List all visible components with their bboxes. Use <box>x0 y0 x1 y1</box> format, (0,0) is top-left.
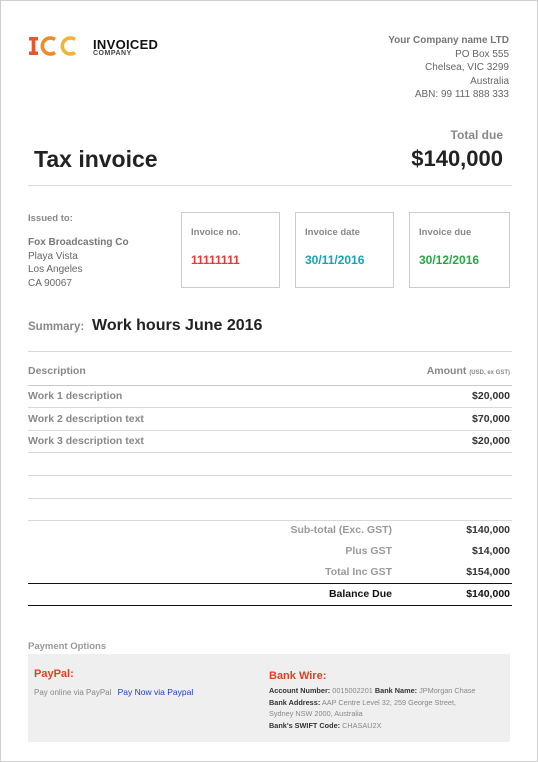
company-address-line: Australia <box>470 75 509 87</box>
table-header-amount <box>427 365 510 377</box>
bank-wire-details <box>269 685 476 731</box>
invoice-number-label: Invoice no. <box>191 227 241 238</box>
client-name: Fox Broadcasting Co <box>28 237 129 248</box>
total-due-label: Total due <box>450 128 503 142</box>
bank-wire-title: Bank Wire: <box>269 670 327 682</box>
client-address-line: Los Angeles <box>28 264 83 275</box>
invoice-due-label: Invoice due <box>419 227 472 238</box>
bank-name-value: JPMorgan Chase <box>419 686 476 695</box>
table-row-divider <box>28 430 512 431</box>
table-row-description: Work 3 description text <box>28 435 144 447</box>
table-row-divider <box>28 475 512 476</box>
total-inc-gst-label: Total Inc GST <box>325 566 392 578</box>
client-address <box>28 236 129 290</box>
table-row-amount: $20,000 <box>472 435 510 447</box>
page-title: Tax invoice <box>34 146 158 172</box>
table-row-amount: $70,000 <box>472 413 510 425</box>
company-abn: ABN: 99 111 888 333 <box>414 89 509 100</box>
bank-line-address: Bank Address: AAP Centre Level 32, 259 George Street, <box>269 697 457 707</box>
bank-line-swift: Bank's SWIFT Code: CHASAU2X <box>269 720 382 730</box>
payment-options-label: Payment Options <box>28 641 107 652</box>
table-header-amount-label: Amount <box>426 365 467 377</box>
swift-code-value: CHASAU2X <box>342 720 382 730</box>
company-address-line: PO Box 555 <box>455 48 509 60</box>
total-due-value: $140,000 <box>411 146 503 171</box>
header-divider <box>28 185 512 186</box>
company-logo-icon <box>29 36 83 56</box>
invoice-date-box <box>295 212 394 288</box>
bank-line-account: Account Number: 0015002201 Bank Name: JPMorgan Chase <box>269 686 476 695</box>
paypal-text: Pay online via PayPal <box>34 688 112 697</box>
balance-due-value: $140,000 <box>466 588 510 600</box>
table-header-divider <box>28 385 512 386</box>
balance-top-rule <box>28 583 512 584</box>
paypal-title: PayPal: <box>34 668 74 680</box>
invoice-number-box <box>181 212 280 288</box>
table-row-divider <box>28 452 512 453</box>
summary-label: Summary: <box>28 321 85 333</box>
gst-label: Plus GST <box>345 545 392 557</box>
table-row-divider <box>28 498 512 499</box>
invoice-due-value: 30/12/2016 <box>419 253 480 267</box>
total-inc-gst-value: $154,000 <box>466 566 510 578</box>
table-row-description: Work 2 description text <box>28 413 144 425</box>
invoice-date-value: 30/11/2016 <box>305 253 365 267</box>
bank-address-label: Bank Address <box>269 697 318 707</box>
company-address <box>388 34 509 102</box>
table-row-description: Work 1 description <box>28 390 123 402</box>
subtotal-label: Sub-total (Exc. GST) <box>290 524 392 536</box>
bank-address-value: AAP Centre Level 32, 259 George Street, <box>321 697 457 707</box>
table-header-description: Description <box>28 365 86 377</box>
issued-to-label: Issued to: <box>28 213 73 224</box>
balance-due-label: Balance Due <box>328 588 392 600</box>
gst-value: $14,000 <box>472 545 510 557</box>
client-address-line: CA 90067 <box>28 277 72 289</box>
account-number-label: Account Number <box>269 686 328 695</box>
invoice-number-value: 11111111 <box>191 253 240 267</box>
table-row-divider <box>28 407 512 408</box>
account-number-value: 0015002201 <box>332 686 373 695</box>
bank-address-line-2: Sydney NSW 2000, Australia <box>269 709 363 718</box>
table-row-divider <box>28 520 512 521</box>
balance-bottom-rule <box>28 605 512 606</box>
company-address-line: Chelsea, VIC 3299 <box>425 62 509 73</box>
paypal-description <box>34 687 193 697</box>
company-name: Your Company name LTD <box>388 35 509 46</box>
swift-code-label: Bank's SWIFT Code <box>269 720 338 730</box>
client-address-line: Playa Vista <box>28 250 78 262</box>
invoice-date-label: Invoice date <box>305 227 360 238</box>
logo-wordmark: INVOICED <box>93 37 159 52</box>
invoice-due-box <box>409 212 510 288</box>
subtotal-value: $140,000 <box>466 524 510 536</box>
bank-name-label: Bank Name <box>374 686 415 695</box>
table-row-amount: $20,000 <box>472 390 510 402</box>
table-header-amount-note: (USD, ex GST) <box>469 370 510 376</box>
paypal-pay-now-link[interactable]: Pay Now via Paypal <box>117 687 194 697</box>
logo-subtitle: COMPANY <box>93 50 132 57</box>
summary-value: Work hours June 2016 <box>92 317 263 334</box>
summary-divider <box>28 351 512 352</box>
